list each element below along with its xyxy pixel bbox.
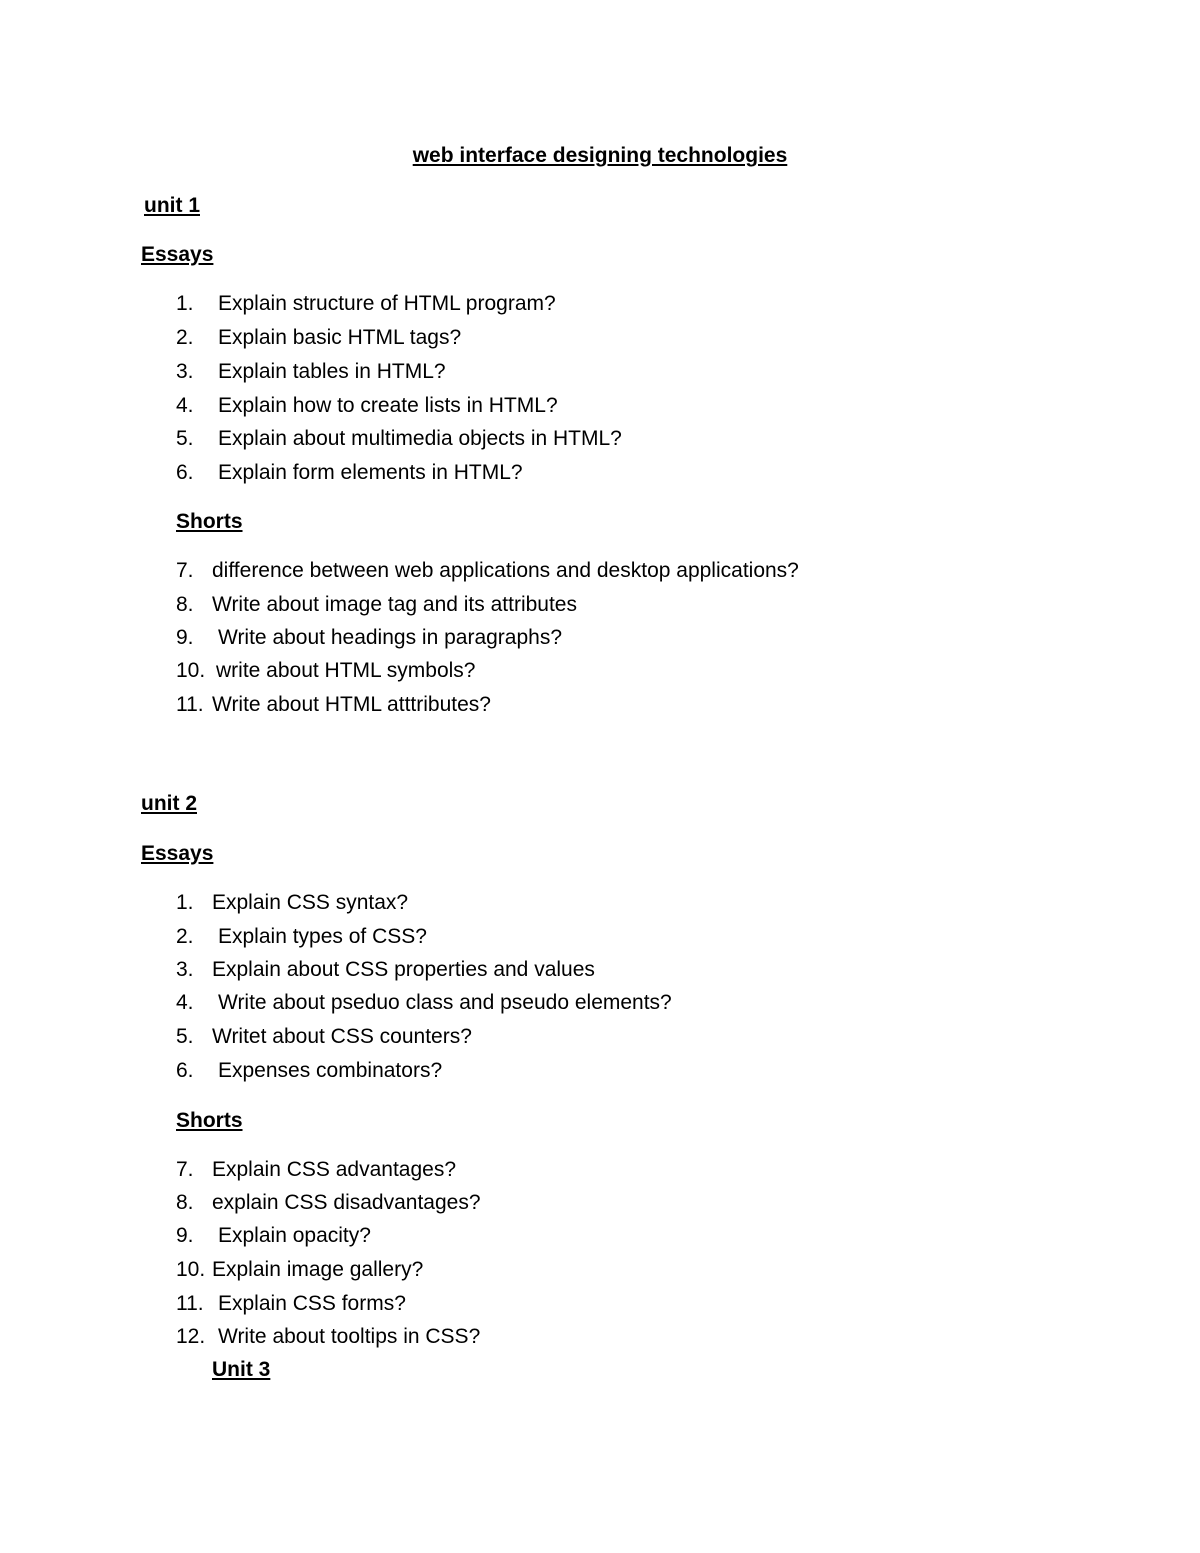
item-text: Explain form elements in HTML? xyxy=(218,461,523,484)
item-number: 5. xyxy=(176,1025,194,1048)
item-number: 10. xyxy=(176,659,206,682)
item-text: Explain CSS forms? xyxy=(218,1292,406,1315)
item-number: 11. xyxy=(176,1292,204,1315)
item-text: Explain opacity? xyxy=(218,1224,371,1247)
item-text: Explain image gallery? xyxy=(212,1258,424,1281)
document-title: web interface designing technologies xyxy=(412,144,788,167)
item-number: 3. xyxy=(176,360,194,383)
item-text: difference between web applications and desktop applications? xyxy=(212,559,799,582)
item-number: 6. xyxy=(176,1059,194,1082)
item-number: 4. xyxy=(176,991,194,1014)
item-number: 3. xyxy=(176,958,194,981)
item-number: 11. xyxy=(176,693,204,716)
item-number: 6. xyxy=(176,461,194,484)
item-text: Explain basic HTML tags? xyxy=(218,326,462,349)
item-number: 9. xyxy=(176,626,194,649)
item-number: 10. xyxy=(176,1258,206,1281)
item-number: 12. xyxy=(176,1325,206,1348)
item-text: Explain CSS advantages? xyxy=(212,1158,456,1181)
item-number: 9. xyxy=(176,1224,194,1247)
unit2-shorts-heading: Shorts xyxy=(176,1109,243,1132)
item-text: Explain CSS syntax? xyxy=(212,891,409,914)
item-text: Write about HTML atttributes? xyxy=(212,693,491,716)
item-number: 7. xyxy=(176,559,194,582)
item-text: Explain structure of HTML program? xyxy=(218,292,556,315)
item-text: Explain about multimedia objects in HTML? xyxy=(218,427,622,450)
item-text: write about HTML symbols? xyxy=(216,659,476,682)
item-text: Explain tables in HTML? xyxy=(218,360,446,383)
item-number: 2. xyxy=(176,326,194,349)
item-text: Write about pseduo class and pseudo elements? xyxy=(218,991,672,1014)
unit3-heading: Unit 3 xyxy=(212,1358,271,1381)
unit1-shorts-heading: Shorts xyxy=(176,510,243,533)
item-number: 5. xyxy=(176,427,194,450)
item-number: 7. xyxy=(176,1158,194,1181)
item-number: 1. xyxy=(176,292,194,315)
item-text: explain CSS disadvantages? xyxy=(212,1191,481,1214)
unit2-essays-heading: Essays xyxy=(141,842,214,865)
item-number: 4. xyxy=(176,394,194,417)
item-number: 2. xyxy=(176,925,194,948)
item-text: Explain how to create lists in HTML? xyxy=(218,394,558,417)
item-text: Writet about CSS counters? xyxy=(212,1025,472,1048)
item-text: Explain types of CSS? xyxy=(218,925,427,948)
item-text: Explain about CSS properties and values xyxy=(212,958,595,981)
item-text: Write about image tag and its attributes xyxy=(212,593,577,616)
unit1-heading: unit 1 xyxy=(144,194,200,217)
item-text: Expenses combinators? xyxy=(218,1059,443,1082)
item-number: 8. xyxy=(176,593,194,616)
item-text: Write about headings in paragraphs? xyxy=(218,626,563,649)
unit2-heading: unit 2 xyxy=(141,792,197,815)
item-number: 1. xyxy=(176,891,194,914)
item-text: Write about tooltips in CSS? xyxy=(218,1325,481,1348)
unit1-essays-heading: Essays xyxy=(141,243,214,266)
item-number: 8. xyxy=(176,1191,194,1214)
